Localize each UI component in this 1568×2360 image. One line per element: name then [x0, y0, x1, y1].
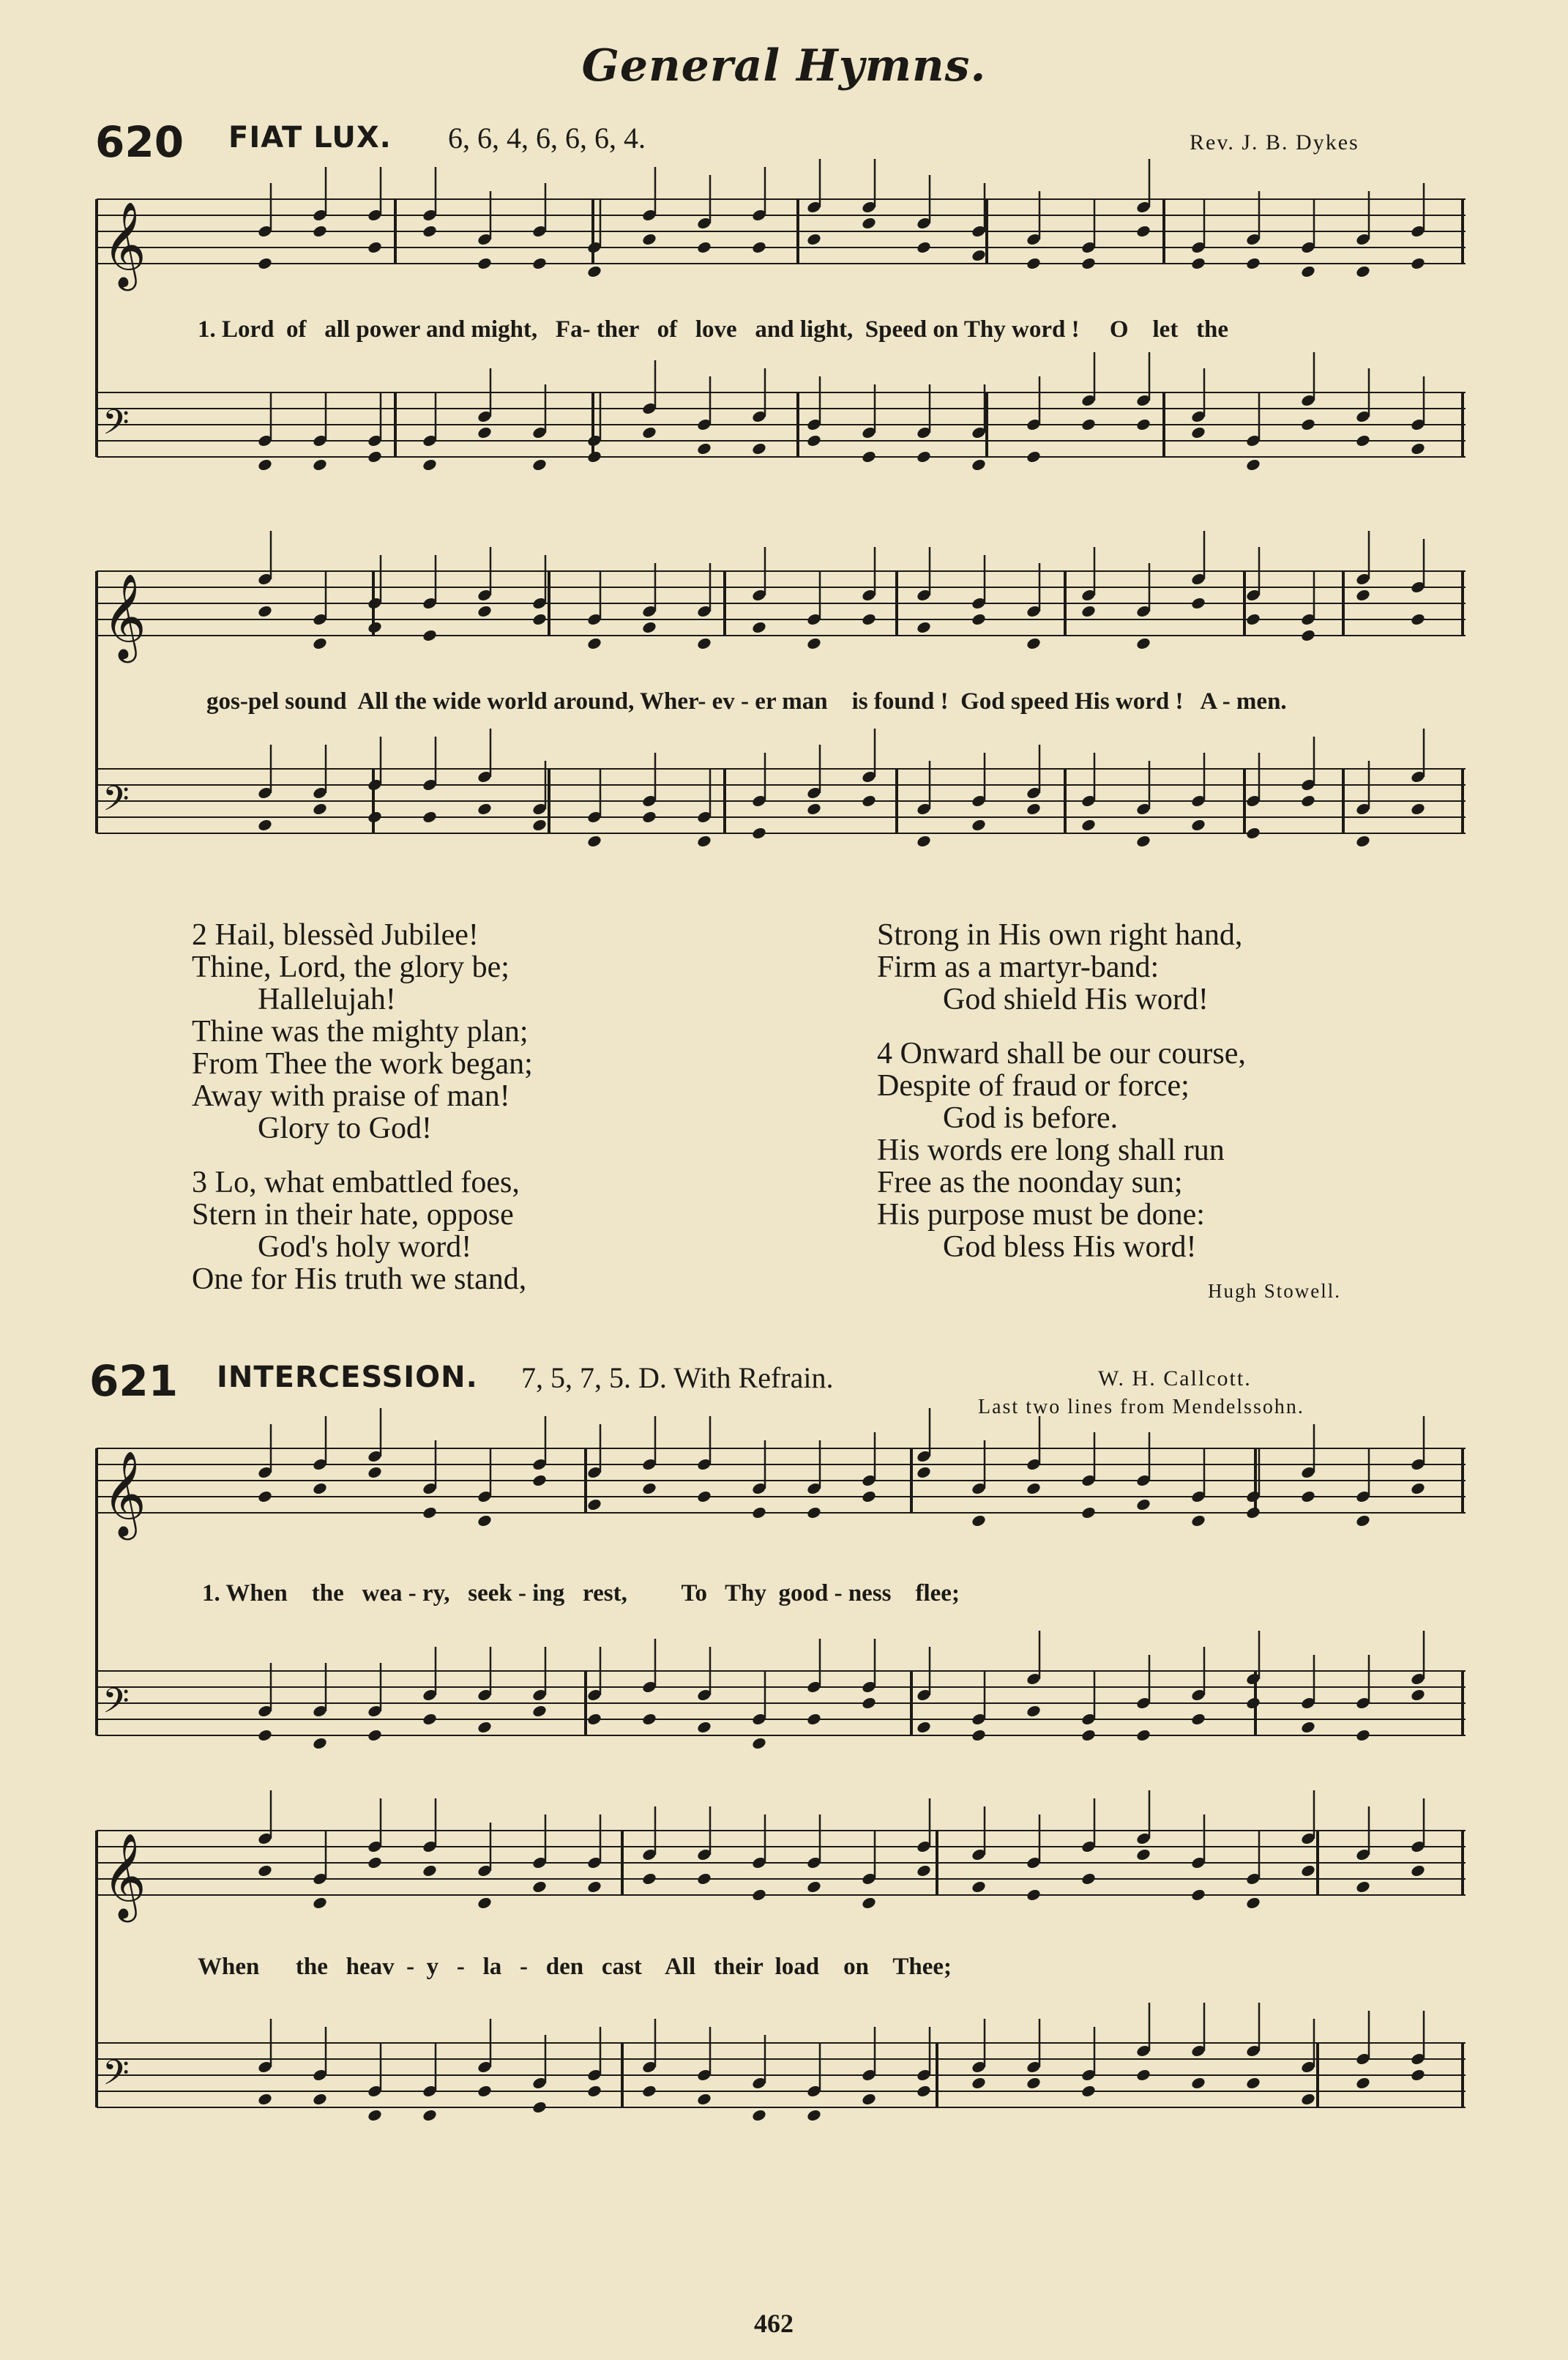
verse-line: God's holy word!	[258, 1230, 472, 1264]
bass-clef: 𝄢	[102, 1681, 130, 1730]
note-head	[971, 248, 987, 262]
note-head	[477, 1514, 493, 1527]
note-head	[367, 1855, 383, 1869]
note-head	[1026, 1888, 1042, 1902]
note-head	[806, 636, 822, 650]
note-head	[971, 1514, 987, 1527]
note-head	[696, 1872, 712, 1886]
note-head	[751, 442, 767, 455]
note-head	[641, 2084, 657, 2098]
hymn-620-verses-left	[192, 919, 704, 1295]
note-head	[477, 2084, 493, 2098]
note-head	[1026, 1704, 1042, 1718]
verse-line: Away with praise of man!	[192, 1079, 510, 1113]
note-head	[696, 1720, 712, 1734]
verse-line: 2 Hail, blessèd Jubilee!	[192, 918, 479, 952]
note-head	[916, 1465, 932, 1479]
note-head	[916, 834, 932, 848]
note-head	[696, 240, 712, 254]
hymn-620-lyrics-line-2: gos-pel sound All the wide world around, Wher- ev - er man is found ! God speed His word ! A - men.	[206, 688, 1287, 715]
note-head	[641, 232, 657, 246]
note-head	[1080, 256, 1097, 270]
bass-clef: 𝄢	[102, 779, 130, 827]
hymn-620-verses-right	[877, 919, 1433, 1263]
note-head	[422, 1864, 438, 1877]
note-head	[367, 810, 383, 824]
hymn-621-tune: INTERCESSION.	[217, 1360, 478, 1394]
note-head	[641, 425, 657, 439]
note-head	[531, 1704, 548, 1718]
note-head	[806, 1712, 822, 1726]
treble-clef: 𝄞	[102, 1450, 146, 1536]
note-head	[367, 620, 383, 634]
note-head	[1245, 256, 1261, 270]
note-head	[422, 1712, 438, 1726]
note-head	[1190, 2076, 1206, 2090]
note-head	[971, 818, 987, 832]
hymn-620-lyrics-line-1: 1. Lord of all power and might, Fa- ther of love and light, Speed on Thy word ! O let the	[198, 316, 1229, 343]
note-head	[312, 2092, 328, 2106]
verse-line: God shield His word!	[943, 983, 1209, 1016]
note-head	[1135, 1847, 1151, 1861]
note-head	[971, 1728, 987, 1742]
verse-line: From Thee the work began;	[192, 1047, 533, 1081]
note-head	[806, 1880, 822, 1894]
hymn-620-number: 620	[95, 117, 184, 167]
note-head	[916, 240, 932, 254]
note-head	[1410, 256, 1426, 270]
note-head	[1135, 417, 1151, 431]
note-head	[1190, 425, 1206, 439]
verse-line: One for His truth we stand,	[192, 1262, 527, 1296]
note-head	[916, 450, 932, 464]
treble-clef: 𝄞	[102, 1832, 146, 1918]
note-head	[861, 794, 877, 808]
note-head	[586, 1497, 602, 1511]
note-head	[751, 1505, 767, 1519]
note-head	[1410, 1688, 1426, 1702]
note-head	[916, 620, 932, 634]
hymn-620-composer: Rev. J. B. Dykes	[1190, 130, 1359, 155]
note-head	[312, 1736, 328, 1750]
hymn-621-lyrics-line-1: 1. When the wea - ry, seek - ing rest, To Thy good - ness flee;	[202, 1580, 960, 1607]
note-head	[861, 1696, 877, 1710]
note-head	[1190, 818, 1206, 832]
note-head	[586, 1880, 602, 1894]
note-head	[257, 1728, 273, 1742]
verse-line: Despite of fraud or force;	[877, 1069, 1190, 1103]
note-head	[806, 433, 822, 447]
note-head	[1300, 1864, 1316, 1877]
verse-line: Firm as a martyr-band:	[877, 950, 1160, 984]
note-head	[916, 1864, 932, 1877]
verse-line: Stern in their hate, oppose	[192, 1198, 514, 1232]
note-head	[1080, 1505, 1097, 1519]
note-head	[1300, 1489, 1316, 1503]
note-head	[641, 1481, 657, 1495]
note-head	[696, 636, 712, 650]
hymn-621-lyrics-line-2: When the heav - y - la - den cast All their load on Thee;	[198, 1954, 952, 1980]
note-head	[257, 458, 273, 472]
note-head	[1355, 433, 1371, 447]
note-head	[1080, 604, 1097, 618]
section-title: General Hymns.	[581, 40, 987, 92]
hymn-621-meter: 7, 5, 7, 5. D. With Refrain.	[521, 1361, 834, 1394]
note-head	[1300, 417, 1316, 431]
note-head	[1135, 1728, 1151, 1742]
note-head	[1300, 794, 1316, 808]
note-head	[367, 1465, 383, 1479]
verse-line: 3 Lo, what embattled foes,	[192, 1166, 520, 1199]
note-head	[751, 826, 767, 840]
note-head	[367, 450, 383, 464]
note-head	[1300, 2092, 1316, 2106]
note-head	[367, 240, 383, 254]
note-head	[861, 450, 877, 464]
note-head	[1190, 1514, 1206, 1527]
note-head	[1080, 1728, 1097, 1742]
note-head	[257, 1864, 273, 1877]
note-head	[1410, 2068, 1426, 2082]
note-head	[696, 1489, 712, 1503]
note-head	[1355, 264, 1371, 278]
note-head	[1190, 1888, 1206, 1902]
note-head	[531, 1473, 548, 1487]
note-head	[312, 1481, 328, 1495]
treble-clef: 𝄞	[102, 573, 146, 659]
verse-line: His purpose must be done:	[877, 1198, 1205, 1232]
note-head	[1190, 256, 1206, 270]
verse-line: God is before.	[943, 1101, 1119, 1135]
verse-line: Hallelujah!	[258, 983, 396, 1016]
hymn-620-meter: 6, 6, 4, 6, 6, 6, 4.	[448, 122, 646, 155]
note-head	[916, 1720, 932, 1734]
note-head	[1410, 1864, 1426, 1877]
note-head	[1135, 1497, 1151, 1511]
note-head	[971, 458, 987, 472]
note-head	[257, 2092, 273, 2106]
note-head	[1245, 826, 1261, 840]
bass-clef: 𝄢	[102, 2053, 130, 2102]
note-head	[1026, 2076, 1042, 2090]
note-head	[477, 1896, 493, 1910]
note-head	[806, 802, 822, 816]
verse-line: 4 Onward shall be our course,	[877, 1037, 1246, 1071]
note-head	[1026, 802, 1042, 816]
note-head	[1245, 1505, 1261, 1519]
note-head	[1190, 596, 1206, 610]
note-head	[696, 834, 712, 848]
page-number: 462	[754, 2309, 794, 2338]
note-head	[1135, 2068, 1151, 2082]
note-head	[312, 636, 328, 650]
note-head	[751, 1736, 767, 1750]
note-head	[1245, 2076, 1261, 2090]
note-head	[477, 604, 493, 618]
note-head	[1355, 2076, 1371, 2090]
note-head	[312, 1896, 328, 1910]
verse-line: God bless His word!	[943, 1230, 1197, 1264]
note-head	[1300, 1720, 1316, 1734]
note-head	[751, 2108, 767, 2122]
note-head	[1355, 834, 1371, 848]
note-head	[422, 2108, 438, 2122]
note-head	[861, 216, 877, 230]
note-head	[477, 425, 493, 439]
note-head	[1026, 1481, 1042, 1495]
note-head	[1300, 264, 1316, 278]
verse-line: His words ere long shall run	[877, 1134, 1225, 1167]
note-head	[1245, 1696, 1261, 1710]
verse-line: Free as the noonday sun;	[877, 1166, 1183, 1199]
note-head	[422, 224, 438, 238]
note-head	[477, 802, 493, 816]
bass-clef: 𝄢	[102, 403, 130, 451]
note-head	[751, 620, 767, 634]
note-head	[1355, 1880, 1371, 1894]
note-head	[531, 256, 548, 270]
note-head	[1080, 818, 1097, 832]
note-head	[586, 636, 602, 650]
note-head	[422, 458, 438, 472]
note-head	[1080, 1872, 1097, 1886]
note-head	[1135, 224, 1151, 238]
note-head	[531, 818, 548, 832]
note-head	[367, 2108, 383, 2122]
hymn-621-composer-note: Last two lines from Mendelssohn.	[978, 1396, 1304, 1418]
note-head	[696, 442, 712, 455]
note-head	[1245, 458, 1261, 472]
note-head	[696, 2092, 712, 2106]
note-head	[916, 2084, 932, 2098]
note-head	[1080, 417, 1097, 431]
note-head	[641, 1872, 657, 1886]
hymn-620-tune: FIAT LUX.	[228, 121, 392, 155]
note-head	[861, 1896, 877, 1910]
note-head	[1190, 1712, 1206, 1726]
note-head	[971, 2076, 987, 2090]
note-head	[1135, 636, 1151, 650]
note-head	[1355, 1514, 1371, 1527]
note-head	[367, 1728, 383, 1742]
note-head	[531, 458, 548, 472]
note-head	[971, 1880, 987, 1894]
note-head	[586, 450, 602, 464]
note-head	[477, 256, 493, 270]
verse-line: Strong in His own right hand,	[877, 918, 1243, 952]
note-head	[477, 1720, 493, 1734]
note-head	[806, 1505, 822, 1519]
note-head	[257, 818, 273, 832]
verse-line: Thine, Lord, the glory be;	[192, 950, 509, 984]
note-head	[312, 458, 328, 472]
note-head	[586, 264, 602, 278]
note-head	[586, 2084, 602, 2098]
note-head	[531, 612, 548, 626]
verse-line: Glory to God!	[258, 1112, 432, 1145]
note-head	[531, 1880, 548, 1894]
note-head	[1026, 450, 1042, 464]
note-head	[1355, 588, 1371, 602]
note-head	[1245, 612, 1261, 626]
note-head	[751, 240, 767, 254]
note-head	[1410, 612, 1426, 626]
note-head	[1080, 2084, 1097, 2098]
note-head	[1410, 1481, 1426, 1495]
verse-line: Thine was the mighty plan;	[192, 1015, 529, 1049]
hymn-621-number: 621	[89, 1356, 179, 1406]
note-head	[861, 1489, 877, 1503]
treble-clef: 𝄞	[102, 201, 146, 287]
hymn-620-author: Hugh Stowell.	[1208, 1280, 1342, 1302]
note-head	[641, 620, 657, 634]
note-head	[1026, 256, 1042, 270]
note-head	[1410, 802, 1426, 816]
note-head	[641, 810, 657, 824]
note-head	[422, 628, 438, 642]
hymn-621-composer: W. H. Callcott.	[1098, 1366, 1252, 1391]
note-head	[1245, 1896, 1261, 1910]
note-head	[1026, 636, 1042, 650]
note-head	[312, 224, 328, 238]
note-head	[586, 1712, 602, 1726]
note-head	[971, 612, 987, 626]
note-head	[422, 1505, 438, 1519]
note-head	[1355, 1728, 1371, 1742]
note-head	[861, 2092, 877, 2106]
note-head	[1410, 442, 1426, 455]
note-head	[806, 232, 822, 246]
note-head	[586, 834, 602, 848]
note-head	[422, 810, 438, 824]
note-head	[806, 2108, 822, 2122]
note-head	[751, 1888, 767, 1902]
note-head	[257, 604, 273, 618]
note-head	[1135, 834, 1151, 848]
note-head	[312, 802, 328, 816]
note-head	[257, 256, 273, 270]
note-head	[257, 1489, 273, 1503]
note-head	[531, 2100, 548, 2114]
note-head	[861, 612, 877, 626]
note-head	[1300, 628, 1316, 642]
note-head	[641, 1712, 657, 1726]
